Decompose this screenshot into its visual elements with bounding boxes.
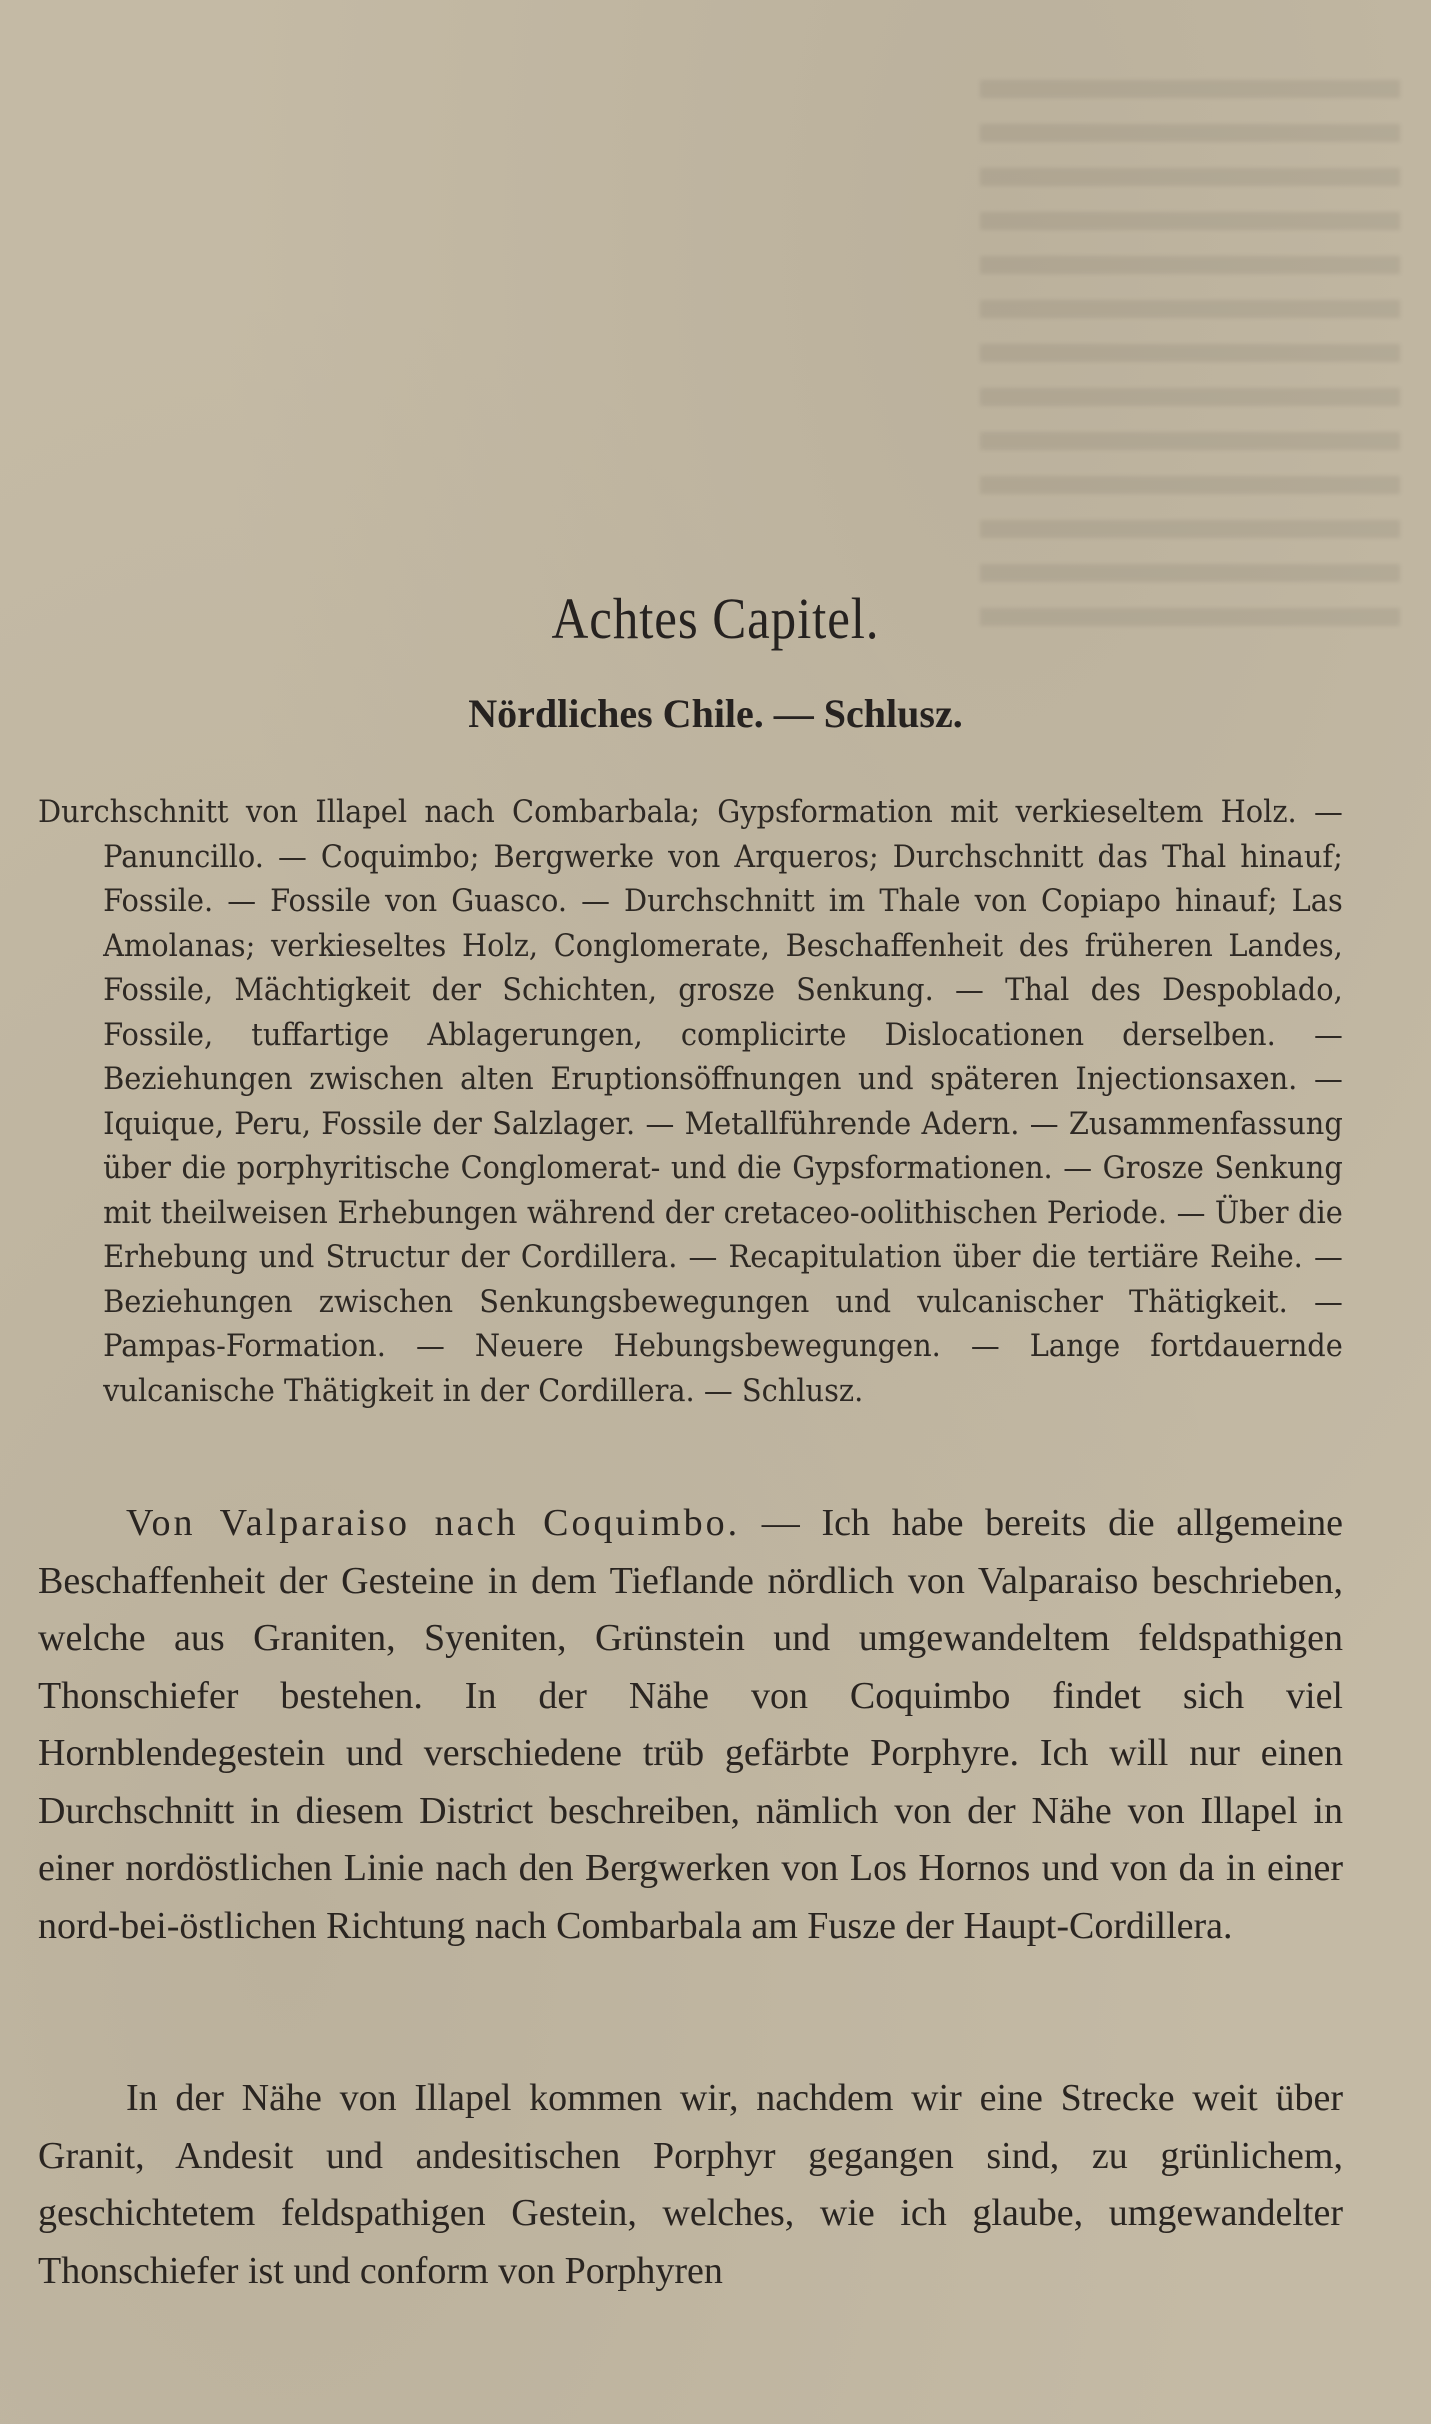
chapter-subtitle: Nördliches Chile. — Schlusz. [468, 691, 963, 736]
chapter-summary: Durchschnitt von Illapel nach Combarbala; Gypsformation mit verkieseltem Holz. — Panuncillo. — Coquimbo; Bergwerke von Arqueros; Durchschnitt das Thal hinauf; Fossile. — Fossile von Guasco. — Durchschnitt im Thale von Copiapo hinauf; Las Amolanas; verkieseltes Holz, Conglomerate, Beschaffenheit des früheren Landes, Fossile, Mächtigkeit der Schichten, grosze Senkung. — Thal des Despoblado, Fossile, tuffartige Ablagerungen, complicirte Dislocationen derselben. — Beziehungen zwischen alten Eruptionsöffnungen und späteren Injectionsaxen. — Iquique, Peru, Fossile der Salzlager. — Metallführende Adern. — Zusammenfassung über die porphyritische Conglomerat- und die Gypsformationen. — Grosze Senkung mit theilweisen Erhebungen während der cretaceo-oolithischen Periode. — Über die Erhebung und Structur der Cordillera. — Recapitulation über die tertiäre Reihe. — Beziehungen zwischen Senkungsbewegungen und vulcanischer Thätigkeit. — Pampas-Formation. — Neuere Hebungsbewegungen. — Lange fortdauernde vulcanische Thätigkeit in der Cordillera. — Schlusz. [38, 794, 1343, 1409]
paragraph-text: In der Nähe von Illapel kommen wir, nachdem wir eine Strecke weit über Granit, Andesit und andesitischen Porphyr gegangen sind, zu grünlichem, geschichtetem feldspathigen Gestein, welches, wie ich glaube, umgewandelter Thonschiefer ist und conform von Porphyren [38, 2077, 1343, 2292]
paragraph-lead: Von Valparaiso nach Coquimbo. [126, 1502, 741, 1544]
show-through-text [980, 80, 1400, 640]
chapter-title: Achtes Capitel. [551, 586, 880, 651]
body-paragraph [38, 2070, 1343, 2300]
body-paragraph [38, 1495, 1343, 1955]
paragraph-text: — Ich habe bereits die allgemeine Beschaffenheit der Gesteine in dem Tieflande nördlich von Valparaiso beschrieben, welche aus Graniten, Syeniten, Grünstein und umgewandeltem feldspathigen Thonschiefer bestehen. In der Nähe von Coquimbo findet sich viel Hornblendegestein und verschiedene trüb gefärbte Porphyre. Ich will nur einen Durchschnitt in diesem District beschreiben, nämlich von der Nähe von Illapel in einer nordöstlichen Linie nach den Bergwerken von Los Hornos und von da in einer nord-bei-östlichen Richtung nach Combarbala am Fusze der Haupt-Cordillera. [38, 1502, 1344, 1947]
